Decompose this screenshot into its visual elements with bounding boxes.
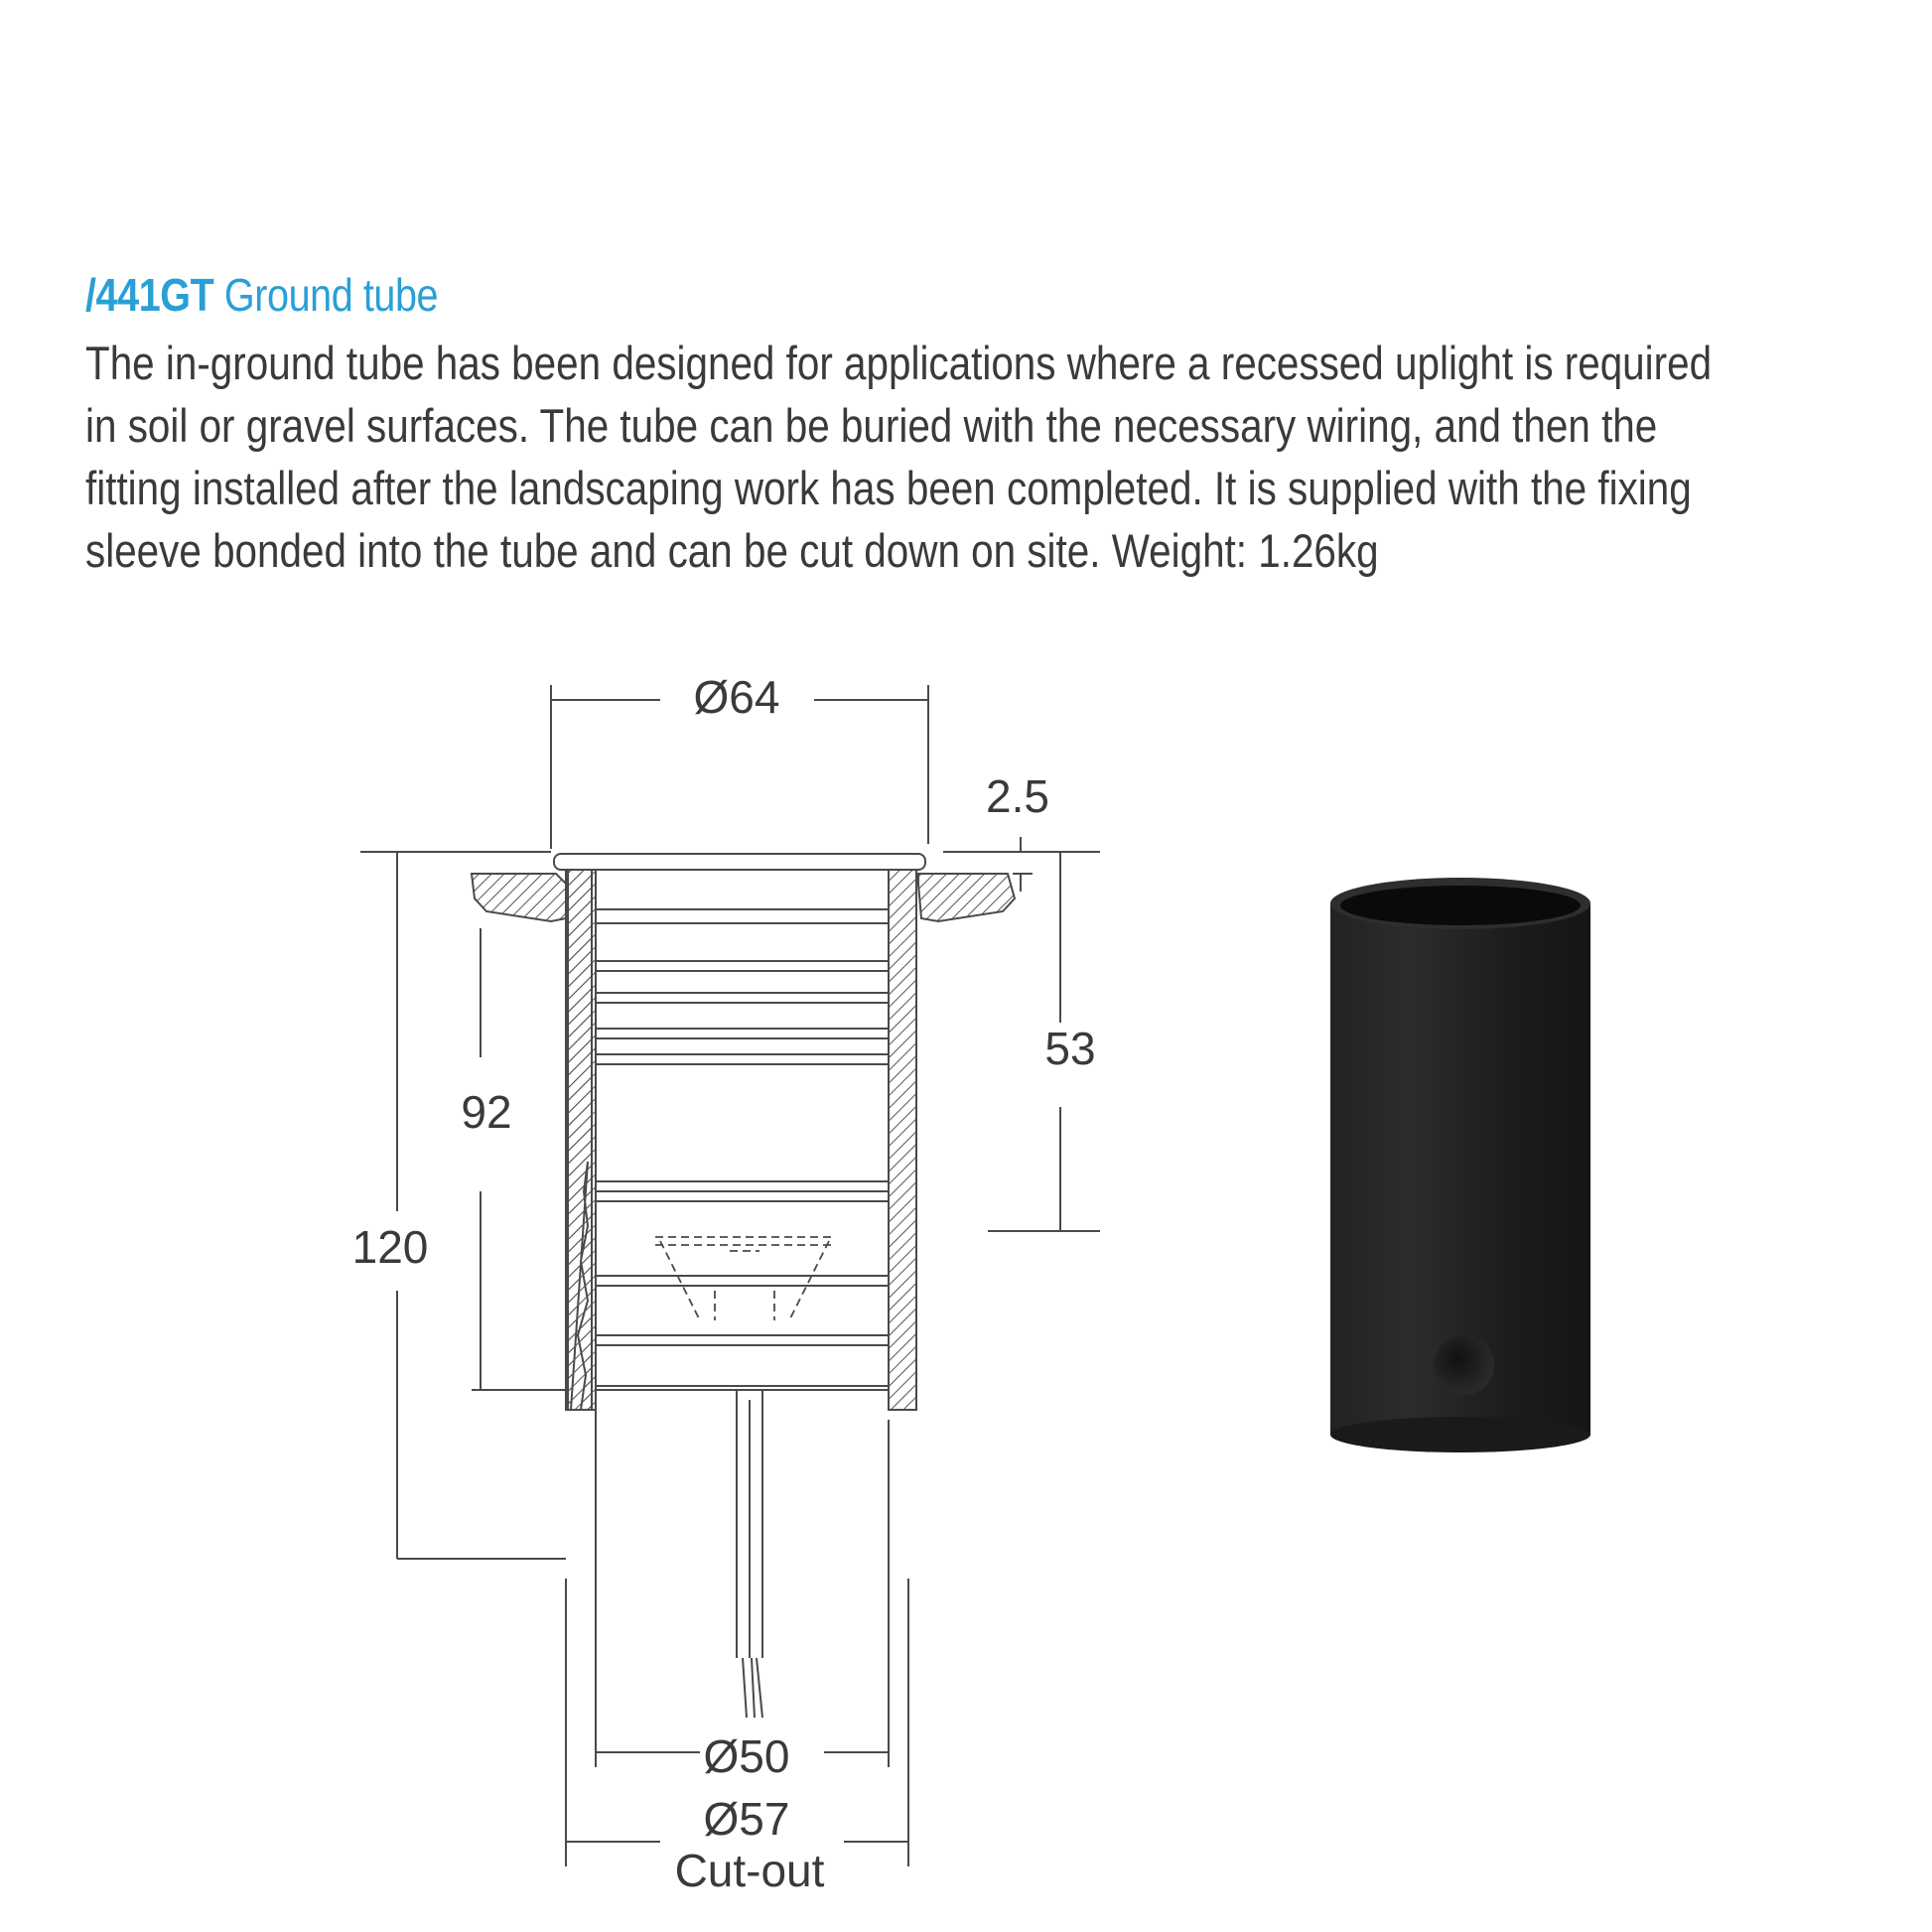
product-name: Ground tube (223, 269, 439, 321)
dim-upper-depth: 53 (1044, 1023, 1096, 1074)
dim-inner-diameter: Ø50 (703, 1730, 790, 1782)
cable (737, 1390, 762, 1718)
fitting-fin (596, 1054, 889, 1064)
fitting-fin (596, 961, 889, 971)
dim-cutout-diameter: Ø57 (703, 1793, 790, 1845)
tube-bottom (1330, 1417, 1590, 1452)
fitting-fin (596, 1191, 889, 1201)
dim-flange-thickness: 2.5 (986, 770, 1049, 822)
dim-cutout-label: Cut-out (674, 1845, 825, 1896)
flange-left (472, 874, 566, 921)
cable-hole (1435, 1335, 1494, 1395)
product-code: /441GT (85, 269, 214, 321)
description-line: sleeve bonded into the tube and can be cut down on site. Weight: 1.26kg (85, 524, 1379, 577)
tube-opening-inner (1340, 886, 1581, 925)
dim-total-height: 120 (351, 1221, 429, 1273)
ground-tube-render (1330, 878, 1590, 1452)
fitting-fin (596, 909, 889, 923)
tube-wall-right (889, 870, 916, 1410)
description-line: fitting installed after the landscaping work has been completed. It is supplied with the fixing (85, 462, 1692, 514)
dim-inner-depth: 92 (461, 1086, 512, 1138)
flange-right (918, 874, 1015, 921)
fitting-fin (596, 993, 889, 1003)
section-view (472, 854, 1015, 1718)
fitting-body (596, 870, 889, 1386)
fitting-fin (596, 1335, 889, 1345)
description-line: in soil or gravel surfaces. The tube can be buried with the necessary wiring, and then the (85, 399, 1658, 452)
fitting-top-cap (554, 854, 925, 870)
dim-top-diameter: Ø64 (693, 671, 780, 723)
description-line: The in-ground tube has been designed for applications where a recessed uplight is required (85, 337, 1713, 389)
fitting-fin (596, 1276, 889, 1286)
fitting-fin (596, 1029, 889, 1038)
